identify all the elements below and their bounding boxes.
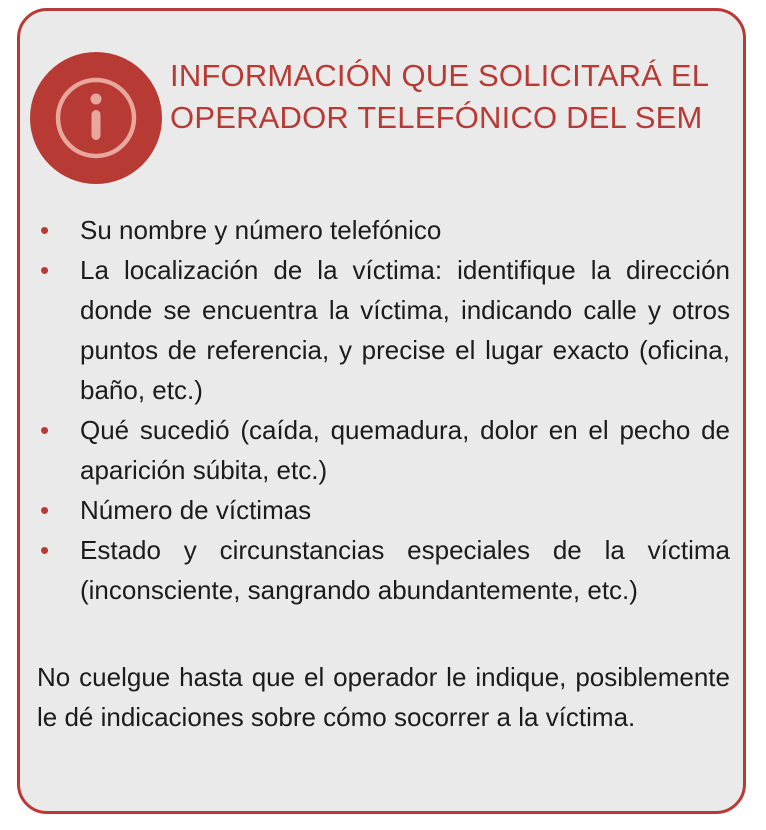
list-item [40, 530, 730, 610]
list-item [40, 250, 730, 410]
box-title: INFORMACIÓN QUE SOLICITARÁ EL OPERADOR TELEFÓNICO DEL SEM [170, 58, 709, 135]
list-item-text: Número de víctimas [80, 495, 312, 525]
bullet-icon: • [40, 215, 50, 245]
info-list [40, 210, 730, 610]
list-item-text: Qué sucedió (caída, quemadura, dolor en el pecho de aparición súbita, etc.) [80, 415, 730, 485]
bullet-icon: • [40, 415, 50, 445]
list-item [40, 490, 730, 530]
closing-paragraph: No cuelgue hasta que el operador le indique, posiblemente le dé indicaciones sobre cómo socorrer a la víctima. [37, 662, 730, 732]
bullet-icon: • [40, 535, 50, 565]
list-item [40, 210, 730, 250]
bullet-icon: • [40, 255, 50, 285]
list-item-text: La localización de la víctima: identifique la dirección donde se encuentra la víctima, indicando calle y otros puntos de referencia, y precise el lugar exacto (oficina, baño, etc.) [80, 255, 730, 405]
list-item [40, 410, 730, 490]
bullet-icon: • [40, 495, 50, 525]
info-icon-graphic [30, 52, 162, 184]
info-icon [30, 52, 162, 184]
list-item-text: Estado y circunstancias especiales de la víctima (inconsciente, sangrando abundantemente, etc.) [80, 535, 730, 605]
list-item-text: Su nombre y número telefónico [80, 215, 442, 245]
